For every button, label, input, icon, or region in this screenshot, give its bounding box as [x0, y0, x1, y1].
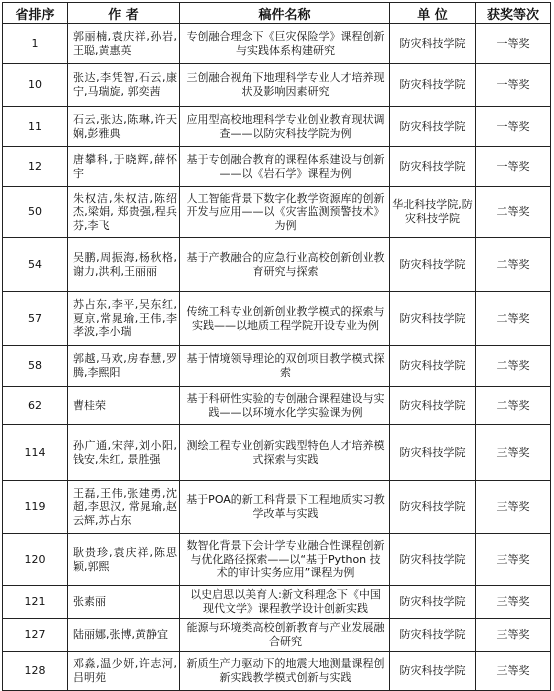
header-row	[3, 3, 551, 24]
authors-cell: 苏占东,李平,吴东红,夏京,常晁瑜,王伟,李孝波,李小瑞	[68, 292, 180, 346]
authors-cell: 孙广通,宋萍,刘小阳,钱安,朱红, 景胜强	[68, 425, 180, 481]
table-row	[3, 619, 551, 652]
award-cell: 一等奖	[476, 64, 551, 107]
authors-cell: 唐攀科,于晓辉,薛怀宇	[68, 147, 180, 187]
authors-cell: 张素丽	[68, 586, 180, 619]
title-cell: 基于专创融合教育的课程体系建设与创新——以《岩石学》课程为例	[180, 147, 390, 187]
title-cell: 能源与环境类高校创新教育与产业发展融合研究	[180, 619, 390, 652]
award-cell: 一等奖	[476, 107, 551, 147]
award-cell: 二等奖	[476, 238, 551, 292]
header-award: 获奖等次	[476, 3, 551, 24]
rank-cell: 57	[3, 292, 68, 346]
unit-cell: 防灾科技学院	[390, 107, 476, 147]
title-cell: 传统工科专业创新创业教学模式的探索与实践——以地质工程学院开设专业为例	[180, 292, 390, 346]
table-row	[3, 24, 551, 64]
award-cell: 二等奖	[476, 187, 551, 238]
authors-cell: 耿贵珍,袁庆祥,陈思颖,郭熙	[68, 534, 180, 586]
unit-cell: 防灾科技学院	[390, 387, 476, 425]
rank-cell: 120	[3, 534, 68, 586]
title-cell: 基于产教融合的应急行业高校创新创业教育研究与探索	[180, 238, 390, 292]
table-row	[3, 425, 551, 481]
unit-cell: 防灾科技学院	[390, 481, 476, 534]
rank-cell: 62	[3, 387, 68, 425]
rank-cell: 11	[3, 107, 68, 147]
title-cell: 基于情境领导理论的双创项目教学模式探索	[180, 346, 390, 387]
table-row	[3, 147, 551, 187]
title-cell: 新质生产力驱动下的地震大地测量课程创新实践教学模式创新与实践	[180, 652, 390, 691]
award-cell: 三等奖	[476, 619, 551, 652]
title-cell: 测绘工程专业创新实践型特色人才培养模式探索与实践	[180, 425, 390, 481]
award-cell: 三等奖	[476, 534, 551, 586]
unit-cell: 防灾科技学院	[390, 24, 476, 64]
rank-cell: 1	[3, 24, 68, 64]
title-cell: 基于POA的新工科背景下工程地质实习教学改革与实践	[180, 481, 390, 534]
authors-cell: 朱权洁,朱权洁,陈绍杰,梁娟, 郑贵强,程兵芬,李飞	[68, 187, 180, 238]
rank-cell: 121	[3, 586, 68, 619]
authors-cell: 张达,李凭智,石云,康宁,马瑞旋, 郭奕茜	[68, 64, 180, 107]
authors-cell: 郭越,马欢,房春慧,罗腾,李熙阳	[68, 346, 180, 387]
award-cell: 二等奖	[476, 387, 551, 425]
award-cell: 三等奖	[476, 586, 551, 619]
header-authors: 作 者	[68, 3, 180, 24]
title-cell: 三创融合视角下地理科学专业人才培养现状及影响因素研究	[180, 64, 390, 107]
title-cell: 专创融合理念下《巨灾保险学》课程创新与实践体系构建研究	[180, 24, 390, 64]
unit-cell: 防灾科技学院	[390, 292, 476, 346]
rank-cell: 58	[3, 346, 68, 387]
unit-cell: 防灾科技学院	[390, 64, 476, 107]
header-unit: 单 位	[390, 3, 476, 24]
rank-cell: 127	[3, 619, 68, 652]
unit-cell: 防灾科技学院	[390, 652, 476, 691]
rank-cell: 54	[3, 238, 68, 292]
title-cell: 应用型高校地理科学专业创业教育现状调查——以防灾科技学院为例	[180, 107, 390, 147]
unit-cell: 防灾科技学院	[390, 534, 476, 586]
award-cell: 二等奖	[476, 292, 551, 346]
table-row	[3, 586, 551, 619]
header-rank: 省排序	[3, 3, 68, 24]
unit-cell: 防灾科技学院	[390, 238, 476, 292]
authors-cell: 吴鹏,周振海,杨秋格,谢力,洪利,王丽丽	[68, 238, 180, 292]
unit-cell: 华北科技学院,防灾科技学院	[390, 187, 476, 238]
authors-cell: 邓淼,温少妍,许志河,吕明苑	[68, 652, 180, 691]
header-title: 稿件名称	[180, 3, 390, 24]
title-cell: 数智化背景下会计学专业融合性课程创新与优化路径探索——以“基于Python 技术的审计实务应用”课程为例	[180, 534, 390, 586]
unit-cell: 防灾科技学院	[390, 425, 476, 481]
unit-cell: 防灾科技学院	[390, 586, 476, 619]
title-cell: 基于科研性实验的专创融合课程建设与实践——以环境水化学实验课为例	[180, 387, 390, 425]
table-row	[3, 481, 551, 534]
award-table	[2, 2, 551, 691]
award-cell: 二等奖	[476, 346, 551, 387]
rank-cell: 128	[3, 652, 68, 691]
unit-cell: 防灾科技学院	[390, 619, 476, 652]
table-row	[3, 238, 551, 292]
award-cell: 一等奖	[476, 147, 551, 187]
table-row	[3, 187, 551, 238]
rank-cell: 50	[3, 187, 68, 238]
table-row	[3, 387, 551, 425]
award-cell: 三等奖	[476, 481, 551, 534]
award-cell: 三等奖	[476, 425, 551, 481]
table-row	[3, 64, 551, 107]
table-row	[3, 292, 551, 346]
table-row	[3, 652, 551, 691]
rank-cell: 12	[3, 147, 68, 187]
award-cell: 一等奖	[476, 24, 551, 64]
unit-cell: 防灾科技学院	[390, 147, 476, 187]
authors-cell: 石云,张达,陈琳,许天娴,彭雅典	[68, 107, 180, 147]
award-cell: 三等奖	[476, 652, 551, 691]
title-cell: 以史启思以美育人:新文科理念下《中国现代文学》课程教学设计创新实践	[180, 586, 390, 619]
title-cell: 人工智能背景下数字化教学资源库的创新开发与应用——以《灾害监测预警技术》为例	[180, 187, 390, 238]
rank-cell: 119	[3, 481, 68, 534]
authors-cell: 郭丽楠,袁庆祥,孙岩,王聪,黄惠英	[68, 24, 180, 64]
authors-cell: 王磊,王伟,张建勇,沈超,李思汉, 常晁瑜,赵云辉,苏占东	[68, 481, 180, 534]
authors-cell: 陆丽娜,张博,黄静宜	[68, 619, 180, 652]
table-row	[3, 107, 551, 147]
authors-cell: 曹桂荣	[68, 387, 180, 425]
unit-cell: 防灾科技学院	[390, 346, 476, 387]
table-row	[3, 346, 551, 387]
rank-cell: 114	[3, 425, 68, 481]
rank-cell: 10	[3, 64, 68, 107]
table-row	[3, 534, 551, 586]
